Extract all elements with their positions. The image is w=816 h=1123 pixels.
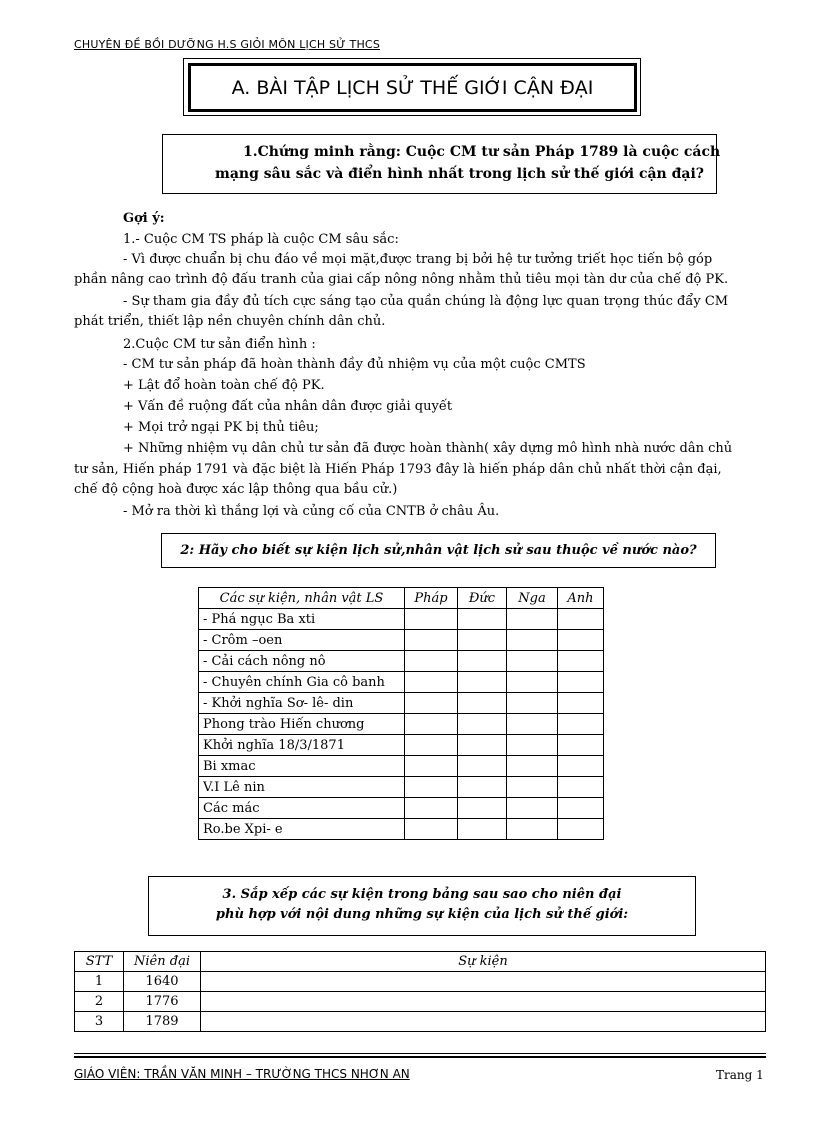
stt-cell: 2 [75,992,124,1012]
answer-cell[interactable] [558,819,604,840]
answer-cell[interactable] [405,819,458,840]
event-cell: Phong trào Hiến chương [199,714,405,735]
table-row [199,672,604,693]
question-3-box [148,876,696,936]
table-header-row [199,588,604,609]
event-cell: - Phá ngục Ba xti [199,609,405,630]
hint-line: phát triển, thiết lập nền chuyên chính dân chủ. [74,314,386,329]
page-number: Trang 1 [716,1068,764,1082]
event-cell: Các mác [199,798,405,819]
answer-cell[interactable] [507,777,558,798]
column-header: Nga [507,588,558,609]
event-cell: Khởi nghĩa 18/3/1871 [199,735,405,756]
hint-line: - Sự tham gia đầy đủ tích cực sáng tạo của quần chúng là động lực quan trọng thúc đẩy CM [123,294,729,309]
hint-line: + Vấn đề ruộng đất của nhân dân được giải quyết [123,399,453,414]
event-answer-cell[interactable] [201,972,766,992]
answer-cell[interactable] [558,630,604,651]
year-cell: 1776 [124,992,201,1012]
answer-cell[interactable] [405,735,458,756]
answer-cell[interactable] [558,714,604,735]
answer-cell[interactable] [458,672,507,693]
answer-cell[interactable] [405,714,458,735]
answer-cell[interactable] [558,693,604,714]
answer-cell[interactable] [458,798,507,819]
answer-cell[interactable] [558,777,604,798]
answer-cell[interactable] [507,651,558,672]
event-cell: - Crôm –oen [199,630,405,651]
hint-line: - Vì được chuẩn bị chu đáo về mọi mặt,được trang bị bởi hệ tư tưởng triết học tiến bộ góp [123,252,713,267]
answer-cell[interactable] [458,735,507,756]
year-cell: 1789 [124,1012,201,1032]
answer-cell[interactable] [507,693,558,714]
question-1-line-2: mạng sâu sắc và điển hình nhất trong lịch sử thế giới cận đại? [215,166,704,182]
table-row [199,735,604,756]
column-header: Đức [458,588,507,609]
country-table [198,587,604,840]
hint-line: - Mở ra thời kì thắng lợi và củng cố của CNTB ở châu Âu. [123,504,500,519]
year-cell: 1640 [124,972,201,992]
event-cell: - Cải cách nông nô [199,651,405,672]
answer-cell[interactable] [405,609,458,630]
table-row [199,714,604,735]
hint-line: - CM tư sản pháp đã hoàn thành đầy đủ nhiệm vụ của một cuộc CMTS [123,357,586,372]
hint-line: tư sản, Hiến pháp 1791 và đặc biệt là Hiến Pháp 1793 đây là hiến pháp dân chủ nhất thời cận đại, [74,462,722,477]
question-3-line-2: phù hợp với nội dung những sự kiện của lịch sử thế giới: [215,907,629,922]
hint-line: + Mọi trở ngại PK bị thủ tiêu; [123,420,319,435]
answer-cell[interactable] [507,630,558,651]
answer-cell[interactable] [558,609,604,630]
table-row [199,777,604,798]
answer-cell[interactable] [558,798,604,819]
table-row [75,972,766,992]
column-header: Sự kiện [201,952,766,972]
answer-cell[interactable] [507,819,558,840]
table-row [199,651,604,672]
answer-cell[interactable] [558,672,604,693]
timeline-table [74,951,766,1032]
answer-cell[interactable] [405,672,458,693]
hint-label: Gợi ý: [123,211,165,226]
answer-cell[interactable] [458,756,507,777]
answer-cell[interactable] [405,693,458,714]
answer-cell[interactable] [507,714,558,735]
table-row [75,1012,766,1032]
footer-divider [74,1053,766,1054]
answer-cell[interactable] [507,609,558,630]
question-3-line-1: 3. Sắp xếp các sự kiện trong bảng sau sao cho niên đại [222,887,622,902]
question-1-line-1: 1.Chứng minh rằng: Cuộc CM tư sản Pháp 1789 là cuộc cách [243,144,721,160]
answer-cell[interactable] [558,756,604,777]
question-2-text: 2: Hãy cho biết sự kiện lịch sử,nhân vật lịch sử sau thuộc về nước nào? [180,543,697,558]
column-header: Pháp [405,588,458,609]
table-header-row [75,952,766,972]
column-header: Anh [558,588,604,609]
table-row [199,756,604,777]
page-header: CHUYÊN ĐỀ BỒI DƯỠNG H.S GIỎI MÔN LỊCH SỬ THCS [74,38,380,51]
answer-cell[interactable] [458,819,507,840]
answer-cell[interactable] [458,777,507,798]
table-row [199,630,604,651]
answer-cell[interactable] [405,630,458,651]
event-cell: V.I Lê nin [199,777,405,798]
footer-divider-thick [74,1056,766,1058]
table-row [199,819,604,840]
event-answer-cell[interactable] [201,1012,766,1032]
event-cell: - Chuyên chính Gia cô banh [199,672,405,693]
answer-cell[interactable] [458,651,507,672]
question-2-box [161,533,716,568]
answer-cell[interactable] [458,693,507,714]
hint-line: 2.Cuộc CM tư sản điển hình : [123,337,316,352]
answer-cell[interactable] [558,735,604,756]
answer-cell[interactable] [458,630,507,651]
hint-line: phần nâng cao trình độ đấu tranh của giai cấp nông nông nhằm thủ tiêu mọi tàn dư của chế độ PK. [74,272,729,287]
answer-cell[interactable] [458,714,507,735]
event-cell: Bi xmac [199,756,405,777]
hint-line: 1.- Cuộc CM TS pháp là cuộc CM sâu sắc: [123,232,399,247]
table-row [199,609,604,630]
answer-cell[interactable] [558,651,604,672]
hint-line: + Lật đổ hoàn toàn chế độ PK. [123,378,325,393]
column-header: Các sự kiện, nhân vật LS [199,588,405,609]
stt-cell: 3 [75,1012,124,1032]
answer-cell[interactable] [405,798,458,819]
answer-cell[interactable] [507,735,558,756]
answer-cell[interactable] [405,651,458,672]
event-cell: - Khởi nghĩa Sơ- lê- din [199,693,405,714]
event-cell: Ro.be Xpi- e [199,819,405,840]
hint-line: chế độ cộng hoà được xác lập thông qua bầu cử.) [74,482,398,497]
column-header: Niên đại [124,952,201,972]
table-row [199,693,604,714]
hint-line: + Những nhiệm vụ dân chủ tư sản đã được hoàn thành( xây dựng mô hình nhà nước dân chủ [123,441,733,456]
table-row [199,798,604,819]
answer-cell[interactable] [507,756,558,777]
page-title: A. BÀI TẬP LỊCH SỬ THẾ GIỚI CẬN ĐẠI [188,63,637,112]
answer-cell[interactable] [507,798,558,819]
footer-teacher: GIÁO VIÊN: TRẦN VĂN MINH – TRƯỜNG THCS NHƠN AN [74,1067,410,1081]
stt-cell: 1 [75,972,124,992]
answer-cell[interactable] [507,672,558,693]
question-1-box [162,134,721,194]
answer-cell[interactable] [405,756,458,777]
column-header: STT [75,952,124,972]
table-row [75,992,766,1012]
answer-cell[interactable] [405,777,458,798]
event-answer-cell[interactable] [201,992,766,1012]
answer-cell[interactable] [458,609,507,630]
